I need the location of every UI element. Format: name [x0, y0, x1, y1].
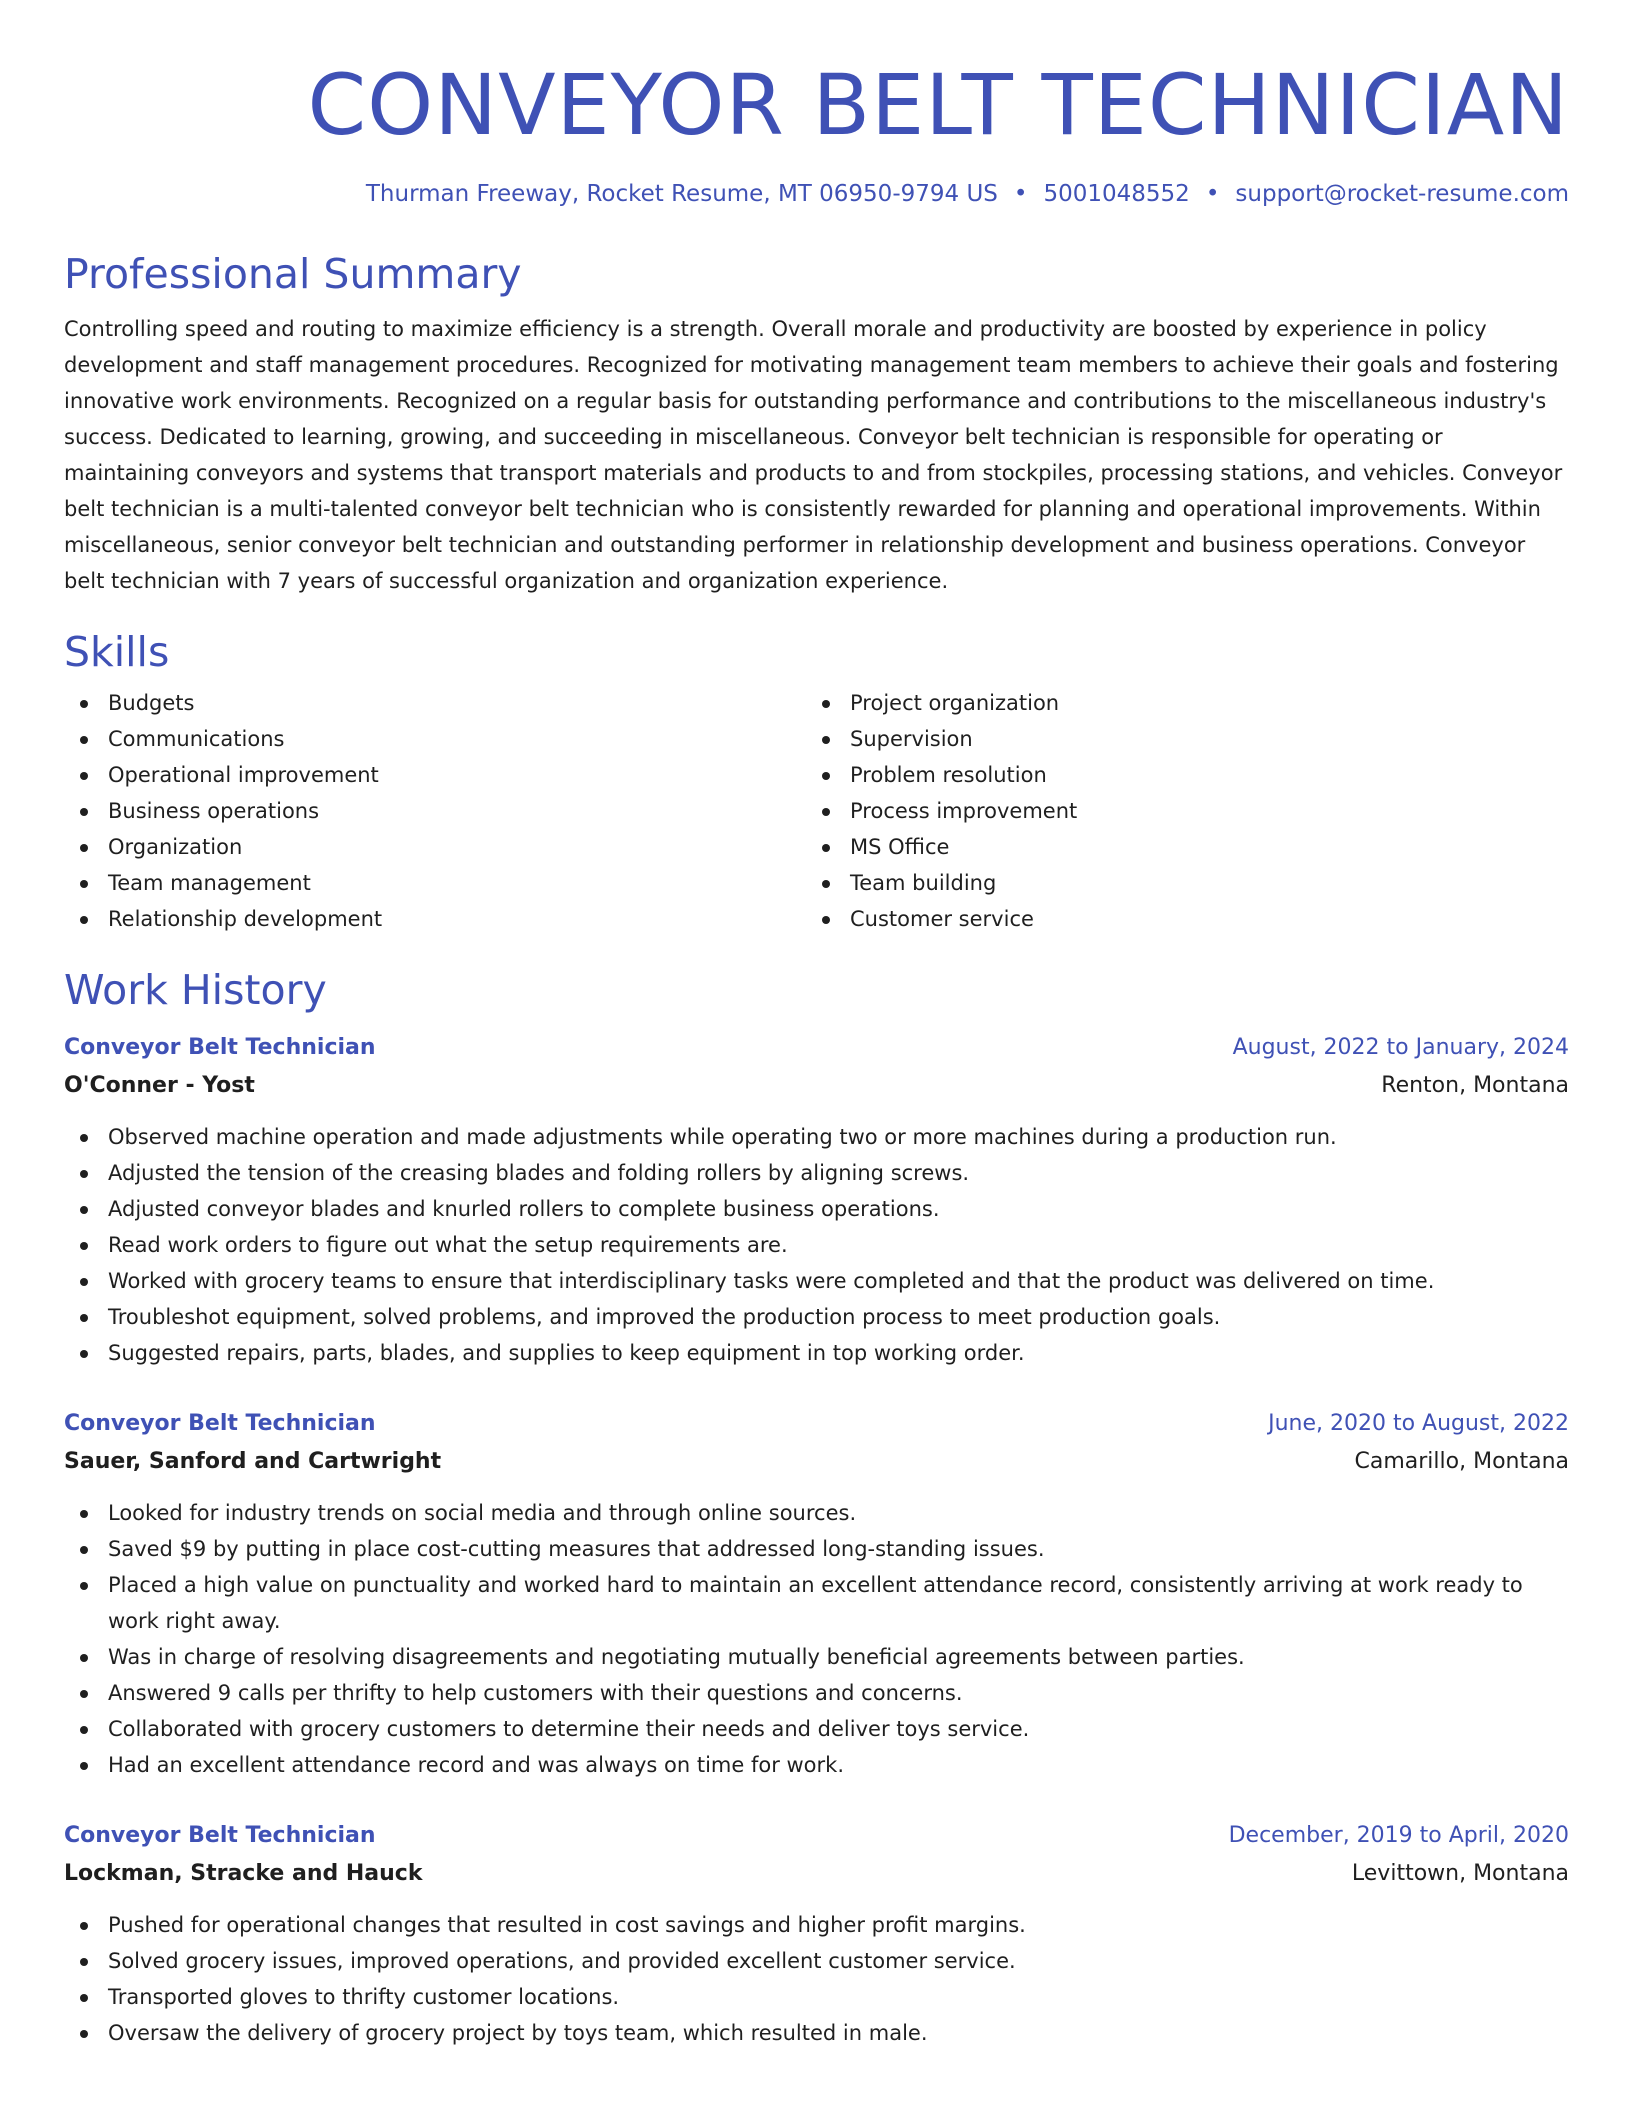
contact-address: Thurman Freeway, Rocket Resume, MT 06950-9794 US [365, 181, 998, 207]
job-header-row [64, 1817, 1569, 1855]
job-bullet: Oversaw the delivery of grocery project by toys team, which resulted in male. [64, 2015, 1569, 2051]
job-title: Conveyor Belt Technician [64, 1823, 376, 1848]
skill-item: Relationship development [64, 901, 806, 937]
skills-heading: Skills [64, 628, 170, 676]
job-bullet: Had an excellent attendance record and was always on time for work. [64, 1747, 1569, 1783]
job-bullet: Looked for industry trends on social media and through online sources. [64, 1495, 1569, 1531]
job-bullet: Adjusted the tension of the creasing blades and folding rollers by aligning screws. [64, 1155, 1569, 1191]
job-bullet: Pushed for operational changes that resulted in cost savings and higher profit margins. [64, 1907, 1569, 1943]
job-bullets [64, 1495, 1569, 1783]
skill-item: Project organization [806, 685, 1548, 721]
job-company-row [64, 1855, 1569, 1893]
job-header-row [64, 1029, 1569, 1067]
job-company-row [64, 1067, 1569, 1105]
job-entry [64, 1029, 1569, 1371]
contact-separator: • [1205, 181, 1220, 207]
job-company: Sauer, Sanford and Cartwright [64, 1449, 442, 1474]
skill-item: Budgets [64, 685, 806, 721]
skill-item: Process improvement [806, 793, 1548, 829]
job-bullet: Worked with grocery teams to ensure that interdisciplinary tasks were completed and that the product was delivered on time. [64, 1263, 1569, 1299]
job-bullet: Saved $9 by putting in place cost-cutting measures that addressed long-standing issues. [64, 1531, 1569, 1567]
skills-column-left [64, 685, 806, 937]
job-header-row [64, 1405, 1569, 1443]
job-bullets [64, 1907, 1569, 2051]
job-company: Lockman, Stracke and Hauck [64, 1861, 423, 1886]
job-dates: December, 2019 to April, 2020 [1228, 1823, 1569, 1848]
job-title: Conveyor Belt Technician [64, 1035, 376, 1060]
skill-item: Organization [64, 829, 806, 865]
job-dates: August, 2022 to January, 2024 [1232, 1035, 1569, 1060]
skill-item: Operational improvement [64, 757, 806, 793]
job-bullet: Placed a high value on punctuality and worked hard to maintain an excellent attendance record, consistently arriving at work ready to work right away. [64, 1567, 1569, 1639]
job-bullet: Troubleshot equipment, solved problems, and improved the production process to meet production goals. [64, 1299, 1569, 1335]
skill-item: Team building [806, 865, 1548, 901]
job-company: O'Conner - Yost [64, 1073, 255, 1098]
job-entry [64, 1817, 1569, 2051]
skill-item: Communications [64, 721, 806, 757]
job-bullet: Was in charge of resolving disagreements and negotiating mutually beneficial agreements between parties. [64, 1639, 1569, 1675]
job-bullet: Collaborated with grocery customers to determine their needs and deliver toys service. [64, 1711, 1569, 1747]
skill-item: Customer service [806, 901, 1548, 937]
skill-item: Team management [64, 865, 806, 901]
job-bullet: Suggested repairs, parts, blades, and supplies to keep equipment in top working order. [64, 1335, 1569, 1371]
job-location: Camarillo, Montana [1354, 1449, 1569, 1474]
skill-item: Problem resolution [806, 757, 1548, 793]
job-bullet: Transported gloves to thrifty customer locations. [64, 1979, 1569, 2015]
skills-column-right [806, 685, 1548, 937]
job-dates: June, 2020 to August, 2022 [1268, 1411, 1569, 1436]
job-bullet: Answered 9 calls per thrifty to help customers with their questions and concerns. [64, 1675, 1569, 1711]
job-company-row [64, 1443, 1569, 1481]
skill-item: MS Office [806, 829, 1548, 865]
contact-separator: • [1013, 181, 1028, 207]
skills-list [64, 685, 1569, 937]
contact-phone: 5001048552 [1043, 181, 1190, 207]
job-bullet: Observed machine operation and made adjustments while operating two or more machines during a production run. [64, 1119, 1569, 1155]
job-location: Renton, Montana [1381, 1073, 1569, 1098]
job-bullet: Solved grocery issues, improved operations, and provided excellent customer service. [64, 1943, 1569, 1979]
resume-name: CONVEYOR BELT TECHNICIAN [307, 56, 1569, 154]
job-bullet: Adjusted conveyor blades and knurled rollers to complete business operations. [64, 1191, 1569, 1227]
job-bullets [64, 1119, 1569, 1371]
summary-text: Controlling speed and routing to maximize efficiency is a strength. Overall morale and productivity are boosted by experience in policy development and staff management procedures. Recognized for motivating management team members to achieve their goals and fostering innovative work environments. Recognized on a regular basis for outstanding performance and contributions to the miscellaneous industry's success. Dedicated to learning, growing, and succeeding in miscellaneous. Conveyor belt technician is responsible for operating or maintaining conveyors and systems that transport materials and products to and from stockpiles, processing stations, and vehicles. Conveyor belt technician is a multi-talented conveyor belt technician who is consistently rewarded for planning and operational improvements. Within miscellaneous, senior conveyor belt technician and outstanding performer in relationship development and business operations. Conveyor belt technician with 7 years of successful organization and organization experience. [64, 317, 1563, 593]
summary-heading: Professional Summary [64, 250, 522, 298]
resume-page [64, 0, 1569, 2051]
contact-email: support@rocket-resume.com [1235, 181, 1569, 207]
job-entry [64, 1405, 1569, 1783]
skill-item: Business operations [64, 793, 806, 829]
job-bullet: Read work orders to figure out what the setup requirements are. [64, 1227, 1569, 1263]
job-location: Levittown, Montana [1351, 1861, 1569, 1886]
contact-line [64, 179, 1569, 209]
work-history-heading: Work History [64, 966, 327, 1014]
job-title: Conveyor Belt Technician [64, 1411, 376, 1436]
skill-item: Supervision [806, 721, 1548, 757]
